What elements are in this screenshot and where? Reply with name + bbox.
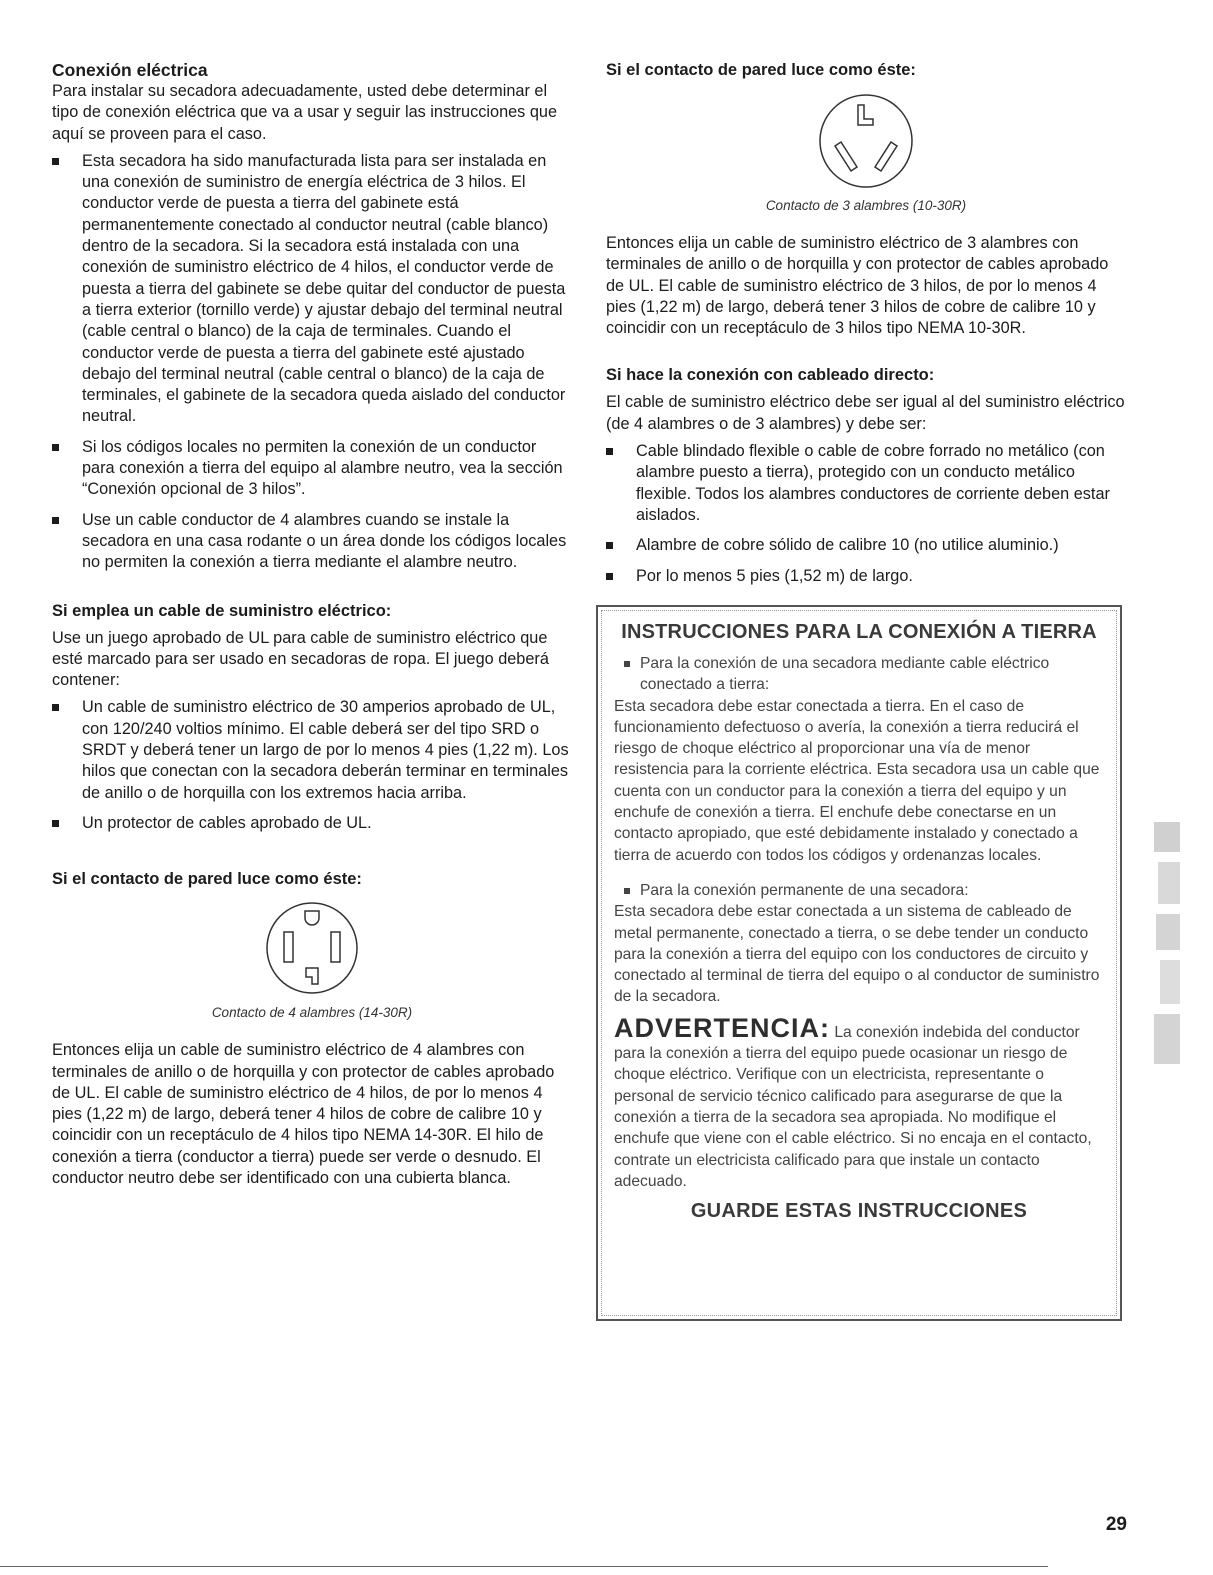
list-item: Alambre de cobre sólido de calibre 10 (no utilice aluminio.) [606, 535, 1126, 556]
outlet-3wire-caption: Contacto de 3 alambres (10-30R) [765, 198, 967, 213]
list-item: Si los códigos locales no permiten la conexión de un conductor para conexión a tierra del equipo al alambre neutro, vea la sección “Conexión opcional de 3 hilos”. [52, 437, 572, 501]
outlet-4wire-heading: Si el contacto de pared luce como éste: [52, 870, 362, 889]
outlet-4wire-caption: Contacto de 4 alambres (14-30R) [211, 1005, 413, 1021]
list-item: Cable blindado flexible o cable de cobre forrado no metálico (con alambre puesto a tierra), protegido con un conducto metálico flexible. Todos los alambres conductores de corriente deben estar aislados. [606, 441, 1126, 526]
bullet-square-icon [624, 661, 630, 667]
list-item: Use un cable conductor de 4 alambres cuando se instale la secadora en una casa rodante o un área donde los códigos locales no permiten la conexión a tierra mediante el alambre neutro. [52, 510, 572, 574]
outlet-3wire-paragraph: Entonces elija un cable de suministro eléctrico de 3 alambres con terminales de anillo o de horquilla y con protector de cables aprobado de UL. El cable de suministro eléctrico de 3 hilos, de por lo menos 4 pies (1,22 m) de largo, deberá tener 3 hilos de cobre de calibre 10 y coincidir con un receptáculo de 3 hilos tipo NEMA 10-30R. [606, 234, 1109, 338]
bullet-square-icon [52, 158, 59, 165]
bullet-square-icon [624, 888, 630, 894]
grounding-paragraph-cord: Esta secadora debe estar conectada a tierra. En el caso de funcionamiento defectuoso o avería, la conexión a tierra reducirá el riesgo de choque eléctrico al proporcionar una vía de menor resistencia para la corriente eléctrica. Esta secadora usa un cable que cuenta con un conductor para la conexión a tierra del equipo y un enchufe de conexión a tierra. El enchufe debe conectarse en un contacto apropiado, que esté debidamente instalado y conectado a tierra de acuerdo con todos los códigos y ordenanzas locales. [614, 697, 1100, 864]
bullet-square-icon [52, 517, 59, 524]
list-item: Por lo menos 5 pies (1,52 m) de largo. [606, 566, 1126, 587]
page-number: 29 [1105, 1514, 1127, 1535]
bullet-square-icon [606, 448, 613, 455]
section-heading: Conexión eléctrica [52, 60, 208, 80]
outlet-4wire-icon [262, 898, 362, 998]
cord-paragraph: Use un juego aprobado de UL para cable de suministro eléctrico que esté marcado para ser usado en secadoras de ropa. El juego deberá contener: [52, 628, 549, 690]
right-column [606, 60, 1126, 596]
outlet-4wire-paragraph: Entonces elija un cable de suministro eléctrico de 4 alambres con terminales de anillo o de horquilla y con protector de cables aprobado de UL. El cable de suministro eléctrico de 4 hilos, de por lo menos 4 pies (1,22 m) de largo, deberá tener 4 hilos de cobre de calibre 10 y coincidir con un receptáculo de 4 hilos tipo NEMA 14-30R. El hilo de conexión a tierra (conductor a tierra) puede ser verde o desnudo. El conductor neutro debe ser identificado con una cubierta blanca. [52, 1041, 555, 1187]
list-item: Esta secadora ha sido manufacturada lista para ser instalada en una conexión de suministro de energía eléctrica de 3 hilos. El conductor verde de puesta a tierra del gabinete está permanentemente conectado al conductor neutral (cable blanco) dentro de la secadora. Si la secadora está instalada con una conexión de suministro eléctrico de 4 hilos, el conductor verde de puesta a tierra del gabinete se debe quitar del conductor de puesta a tierra exterior (tornillo verde) y ajustar debajo del terminal neutral (cable central o blanco) de la caja de terminales. Cuando el conductor verde de puesta a tierra del gabinete esté ajustado debajo del terminal neutral (cable central o blanco) de la caja de terminales, el gabinete de la secadora queda aislado del conductor neutral. [52, 151, 572, 428]
warning-word: ADVERTENCIA: [614, 1012, 831, 1043]
grounding-title: INSTRUCCIONES PARA LA CONEXIÓN A TIERRA [621, 621, 1097, 643]
connection-bullet-list [52, 151, 572, 574]
grounding-paragraph-permanent: Esta secadora debe estar conectada a un sistema de cableado de metal permanente, conectado a tierra, o se debe tender un conducto para la conexión a tierra del equipo con los conductores de circuito y conectado al terminal de tierra del equipo o al conductor de suministro de la secadora. [614, 903, 1100, 1006]
cord-heading: Si emplea un cable de suministro eléctrico: [52, 601, 392, 620]
outlet-3wire-icon [811, 91, 921, 191]
direct-wire-paragraph: El cable de suministro eléctrico debe ser igual al del suministro eléctrico (de 4 alambres o de 3 alambres) y debe ser: [606, 393, 1125, 433]
outlet-3wire-heading: Si el contacto de pared luce como éste: [606, 61, 916, 79]
side-watermark-graphic [1150, 818, 1186, 1072]
bullet-square-icon [52, 444, 59, 451]
direct-wire-bullet-list [606, 441, 1126, 587]
direct-wire-heading: Si hace la conexión con cableado directo: [606, 366, 935, 385]
grounding-instructions-box [596, 605, 1122, 1321]
warning-paragraph [614, 1012, 1104, 1192]
intro-paragraph: Para instalar su secadora adecuadamente, usted debe determinar el tipo de conexión eléctrica que va a usar y seguir las instrucciones que aquí se proveen para el caso. [52, 82, 558, 143]
cord-bullet-list [52, 697, 572, 834]
bottom-divider [0, 1566, 1048, 1567]
list-item: Un cable de suministro eléctrico de 30 amperios aprobado de UL, con 120/240 voltios mínimo. El cable deberá ser del tipo SRD o SRDT y deberá tener un largo de por lo menos 4 pies (1,22 m). Los hilos que conectan con la secadora deberán terminar en terminales de anillo o de horquilla con los extremos hacia arriba. [52, 697, 572, 803]
outlet-4wire-figure [52, 898, 572, 998]
warning-text: La conexión indebida del conductor para la conexión a tierra del equipo puede ocasionar un riesgo de choque eléctrico. Verifique con un electricista, representante o personal de servicio técnico calificado para asegurarse de que la conexión a tierra de la secadora sea apropiada. No modifique el enchufe que viene con el cable eléctrico. Si no encaja en el contacto, contrate un electricista calificado para que instale un contacto adecuado. [614, 1023, 1092, 1190]
grounding-bullet-permanent: Para la conexión permanente de una secadora: [614, 880, 1104, 901]
bullet-square-icon [606, 573, 613, 580]
left-column [52, 60, 572, 1189]
list-item: Un protector de cables aprobado de UL. [52, 813, 572, 834]
grounding-bullet-cord: Para la conexión de una secadora mediante cable eléctrico conectado a tierra: [614, 653, 1104, 696]
bullet-square-icon [52, 820, 59, 827]
bullet-square-icon [606, 542, 613, 549]
keep-instructions-text: GUARDE ESTAS INSTRUCCIONES [690, 1200, 1028, 1223]
bullet-square-icon [52, 704, 59, 711]
outlet-3wire-figure [606, 91, 1126, 191]
